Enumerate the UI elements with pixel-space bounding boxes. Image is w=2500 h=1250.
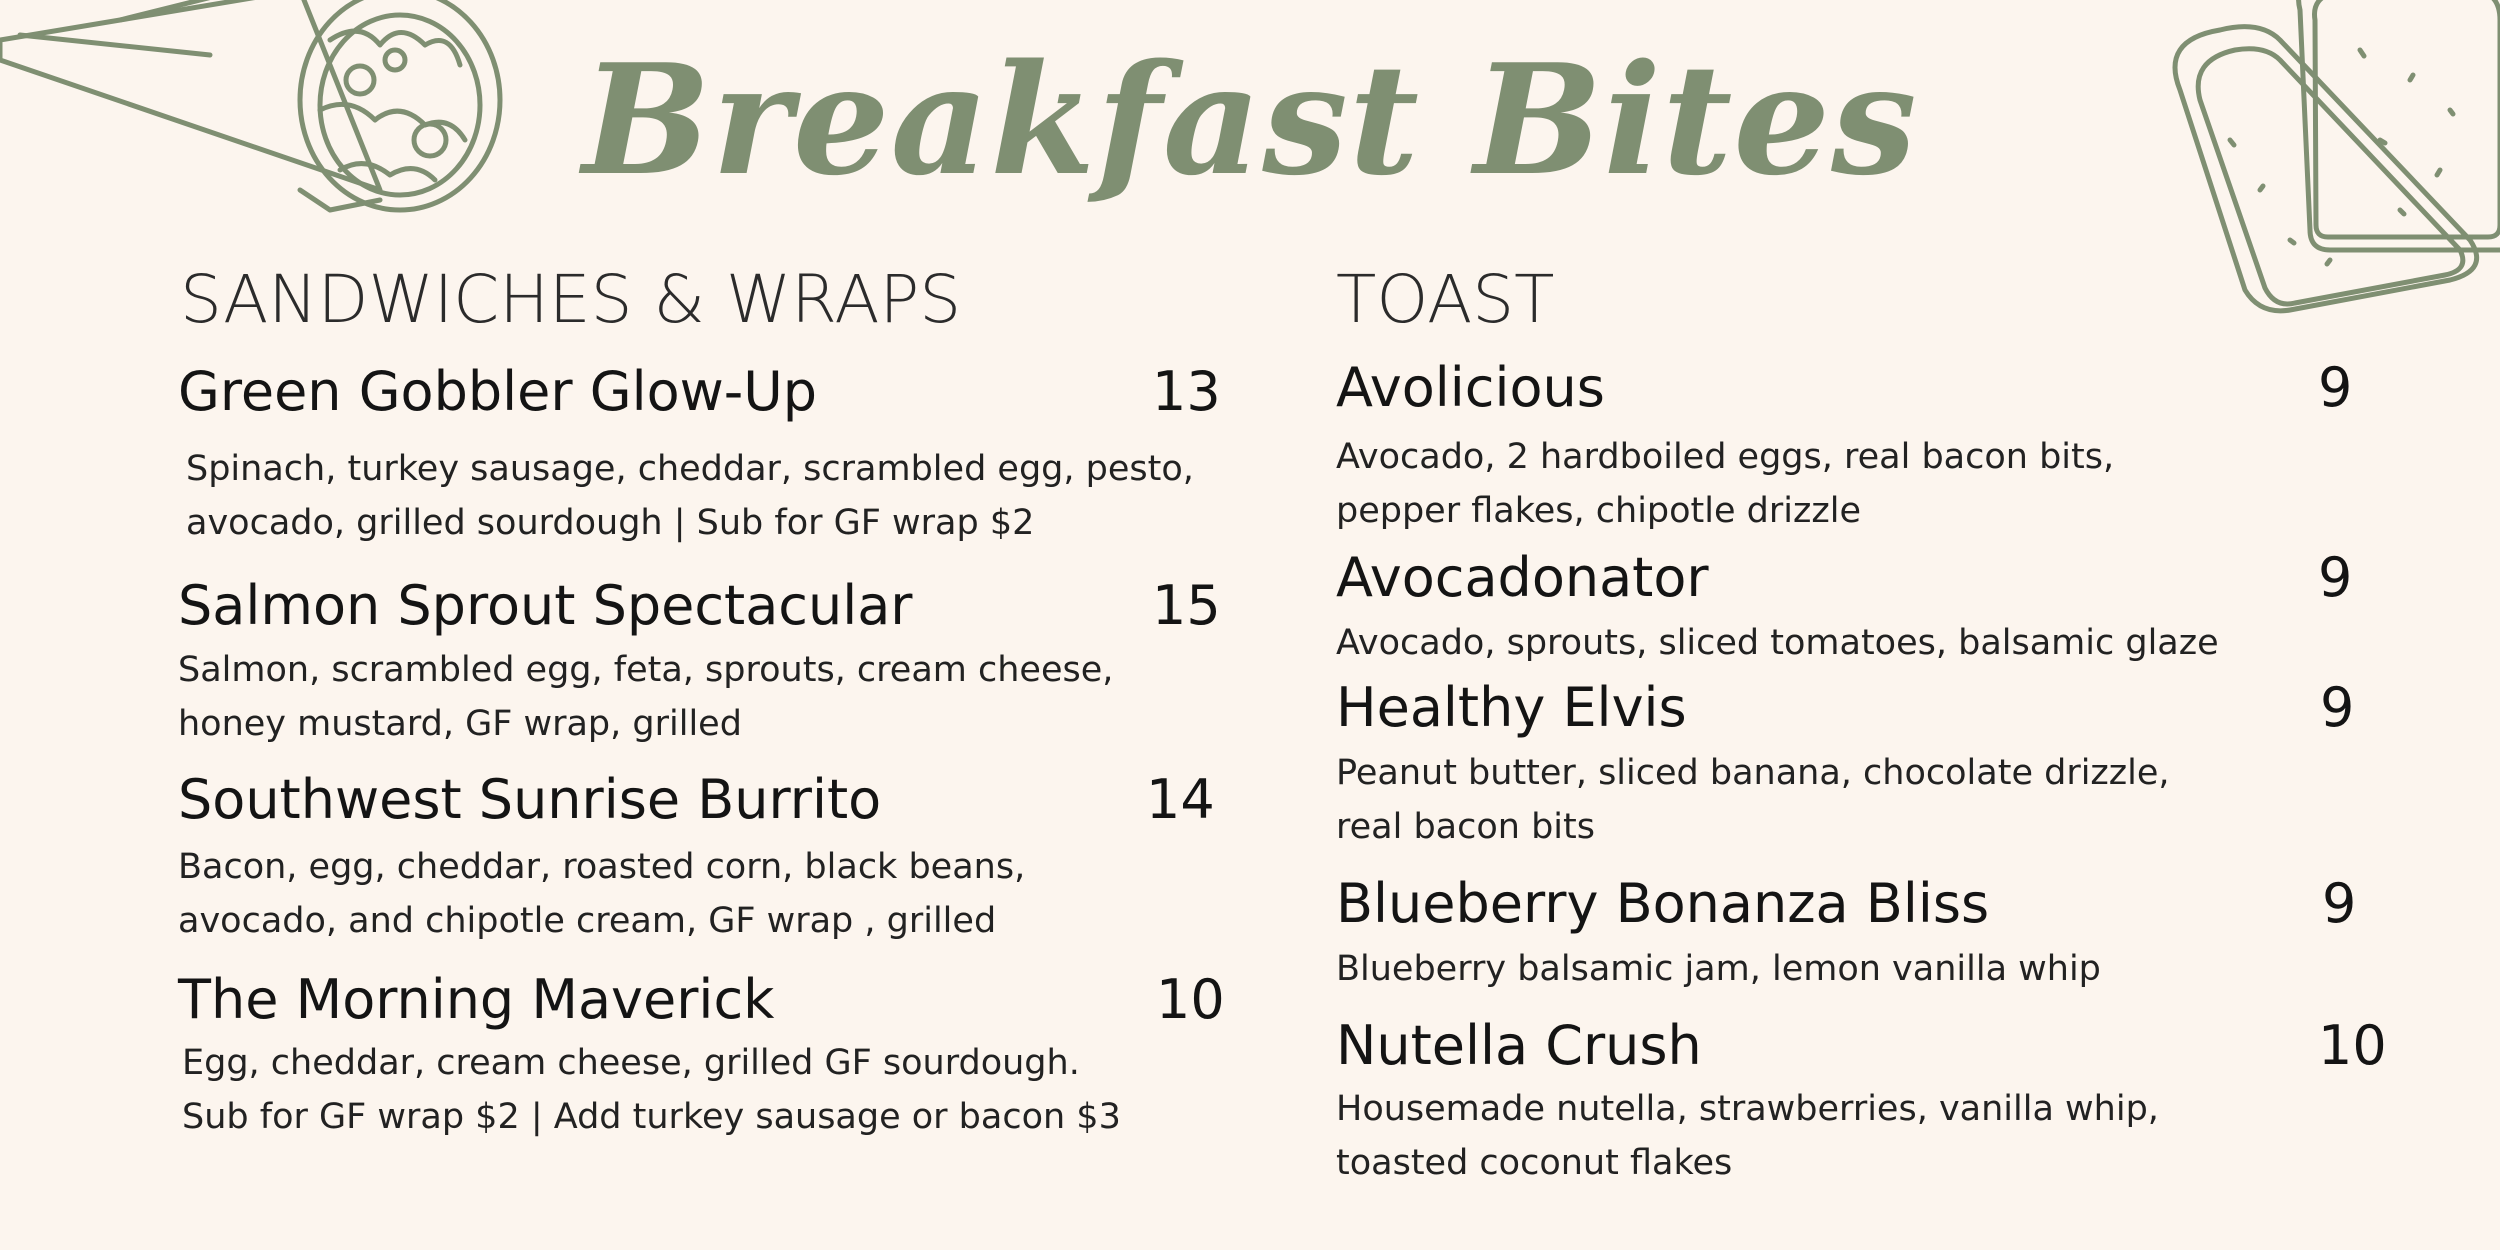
menu-item-price: 9 [2318,356,2353,419]
menu-item-price: 13 [1152,360,1221,423]
menu-item-name: Avocadonator [1336,546,1709,609]
menu-item-name: Healthy Elvis [1336,676,1687,739]
menu-item-description-line: Sub for GF wrap $2 | Add turkey sausage or bacon $3 [182,1097,1121,1137]
menu-item-description [178,840,1025,948]
menu-item-price: 9 [2322,872,2357,935]
menu-item-name: Green Gobbler Glow-Up [178,360,818,423]
page-title: Breakfast Bites [582,30,1918,209]
menu-item-description-line: avocado, grilled sourdough | Sub for GF wrap $2 [186,503,1035,543]
menu-item-description-line: avocado, and chipotle cream, GF wrap , grilled [178,901,997,941]
menu-item-description [1336,616,2219,670]
menu-item-description-line: Housemade nutella, strawberries, vanilla whip, [1336,1089,2159,1129]
menu-item-price: 9 [2318,546,2353,609]
menu-item-name: The Morning Maverick [178,968,775,1031]
menu-item-description [186,442,1194,550]
menu-item-description-line: Spinach, turkey sausage, cheddar, scrambled egg, pesto, [186,449,1194,489]
menu-item-description-line: Bacon, egg, cheddar, roasted corn, black beans, [178,847,1026,887]
menu-item-description-line: Salmon, scrambled egg, feta, sprouts, cream cheese, [178,650,1114,690]
menu-item-description [178,643,1113,751]
menu-item-name: Avolicious [1336,356,1605,419]
menu-item-price: 10 [2318,1014,2387,1077]
menu-item-name: Southwest Sunrise Burrito [178,768,882,831]
menu-item-description [1336,942,2101,996]
menu-item-description-line: pepper flakes, chipotle drizzle [1336,491,1861,531]
menu-item-description [182,1036,1121,1144]
menu-item-description [1336,430,2114,538]
menu-item-name: Salmon Sprout Spectacular [178,574,913,637]
menu-item-price: 10 [1156,968,1225,1031]
section-title-sandwiches: SANDWICHES & WRAPS [180,261,962,338]
menu-item-description [1336,1082,2159,1190]
menu-item-description-line: honey mustard, GF wrap, grilled [178,704,742,744]
menu-item-name: Blueberry Bonanza Bliss [1336,872,1990,935]
menu-item-name: Nutella Crush [1336,1014,1702,1077]
menu-item-price: 9 [2320,676,2355,739]
menu-item-description-line: Egg, cheddar, cream cheese, grilled GF sourdough. [182,1043,1080,1083]
section-title-toast: TOAST [1336,261,1555,338]
menu-item-description-line: real bacon bits [1336,807,1595,847]
menu-item-description-line: Blueberry balsamic jam, lemon vanilla whip [1336,949,2101,989]
menu-item-price: 14 [1146,768,1215,831]
menu-item-description-line: Avocado, 2 hardboiled eggs, real bacon bits, [1336,437,2115,477]
menu-item-price: 15 [1152,574,1221,637]
menu-item-description-line: Peanut butter, sliced banana, chocolate drizzle, [1336,753,2170,793]
menu-item-description [1336,746,2170,854]
menu-item-description-line: toasted coconut flakes [1336,1143,1733,1183]
menu-item-description-line: Avocado, sprouts, sliced tomatoes, balsamic glaze [1336,623,2219,663]
